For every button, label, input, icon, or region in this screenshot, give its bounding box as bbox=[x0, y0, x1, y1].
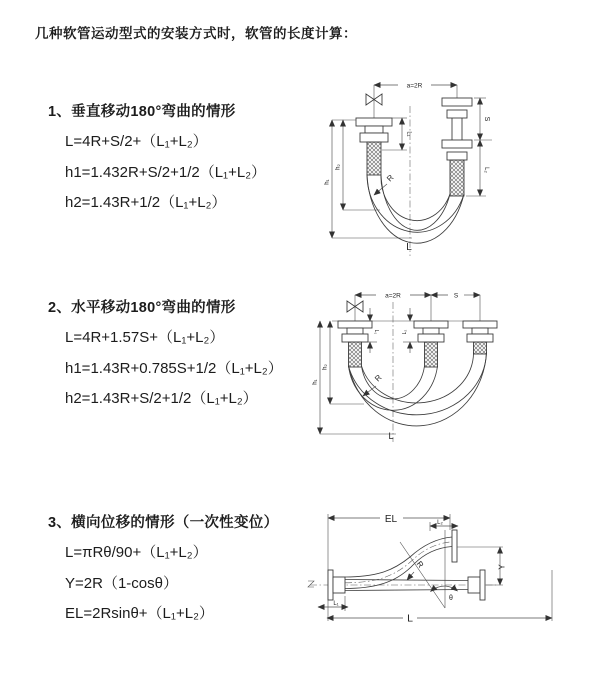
diagram-vertical-180-bend bbox=[312, 72, 597, 264]
middle-flange-fitting bbox=[414, 321, 448, 367]
section-3-formulas bbox=[65, 538, 318, 630]
dim-label-l: L bbox=[407, 612, 413, 625]
formula-line: EL=2Rsinθ+（L₁+L₂） bbox=[65, 605, 214, 622]
dim-label-h1: h₁ bbox=[312, 379, 319, 385]
formula-line: Y=2R（1-cosθ） bbox=[65, 574, 178, 592]
diagram-horizontal-180-bend bbox=[306, 282, 598, 450]
diagram-1-drawing bbox=[312, 72, 597, 264]
angle-label: θ bbox=[449, 595, 453, 602]
dimension-a2r bbox=[355, 293, 431, 300]
braided-hose-section bbox=[367, 142, 381, 175]
dim-label-a2r: a=2R bbox=[385, 292, 401, 300]
right-flange-fitting bbox=[468, 570, 485, 600]
dimension-l bbox=[327, 570, 552, 625]
dim-label-l1: L₁ bbox=[373, 329, 379, 335]
section-1-formulas bbox=[65, 127, 318, 219]
section-2 bbox=[48, 296, 318, 415]
length-label: L bbox=[388, 431, 394, 441]
formula-line: h1=1.432R+S/2+1/2（L₁+L₂） bbox=[65, 163, 267, 181]
dimension-a2r bbox=[374, 83, 457, 90]
dim-label-l2: L₂ bbox=[437, 520, 443, 526]
section-1 bbox=[48, 100, 318, 219]
dim-label-s: S bbox=[483, 116, 490, 122]
left-flange-fitting bbox=[328, 570, 345, 600]
dim-label-el: EL bbox=[384, 513, 398, 525]
dim-label-a2r: a=2R bbox=[406, 82, 423, 90]
dim-label-h1: h₁ bbox=[324, 179, 331, 185]
braided-hose-section bbox=[450, 160, 464, 196]
dim-label-s: S bbox=[453, 292, 459, 300]
section-2-formulas bbox=[65, 323, 318, 415]
diagram-2-drawing bbox=[306, 282, 598, 450]
dim-label-l2: L₂ bbox=[402, 329, 408, 335]
diagram-3-drawing bbox=[300, 500, 600, 635]
page-title: 几种软管运动型式的安装方式时，软管的长度计算： bbox=[35, 26, 357, 41]
break-mark bbox=[308, 581, 314, 587]
dimension-l2 bbox=[430, 520, 458, 531]
dim-label-l2: L₂ bbox=[483, 167, 489, 173]
section-2-heading: 2、水平移动180°弯曲的情形 bbox=[48, 300, 236, 316]
angle-callout bbox=[431, 586, 458, 602]
dimension-s bbox=[431, 293, 480, 300]
radius-callout bbox=[374, 173, 396, 195]
dimension-s bbox=[474, 98, 492, 140]
dim-label-y: Y bbox=[497, 564, 507, 570]
right-flange-fitting bbox=[442, 85, 472, 196]
dimension-l1 bbox=[363, 308, 379, 353]
section-1-heading: 1、垂直移动180°弯曲的情形 bbox=[48, 104, 236, 120]
upper-flange bbox=[452, 530, 457, 562]
u-hose-curves bbox=[367, 174, 464, 243]
formula-line: h2=1.43R+1/2（L₁+L₂） bbox=[65, 194, 227, 211]
formula-line: L=πRθ/90+（L₁+L₂） bbox=[65, 544, 208, 561]
right-flange-fitting bbox=[463, 321, 497, 354]
left-flange-fitting bbox=[356, 118, 392, 175]
radius-label: R bbox=[373, 373, 384, 384]
radius-label: R bbox=[385, 173, 396, 184]
section-3 bbox=[48, 511, 318, 630]
dimension-el bbox=[328, 514, 450, 530]
section-3-heading: 3、横向位移的情形（一次性变位） bbox=[48, 515, 279, 531]
dim-label-l1: L₁ bbox=[405, 131, 412, 137]
diagram-lateral-displacement bbox=[300, 500, 600, 635]
length-label: L bbox=[406, 242, 412, 253]
dim-label-l1: L₁ bbox=[333, 601, 339, 607]
left-flange-fitting bbox=[338, 321, 372, 367]
u-hose-curves bbox=[349, 352, 487, 426]
formula-line: h2=1.43R+S/2+1/2（L₁+L₂） bbox=[65, 390, 258, 407]
radius-label: R bbox=[414, 559, 426, 570]
valve-icon bbox=[366, 85, 382, 118]
dim-label-h2: h₂ bbox=[335, 164, 342, 170]
formula-line: L=4R+S/2+（L₁+L₂） bbox=[65, 133, 208, 150]
dim-label-h2: h₂ bbox=[322, 364, 329, 370]
formula-line: h1=1.43R+0.785S+1/2（L₁+L₂） bbox=[65, 359, 283, 377]
formula-line: L=4R+1.57S+（L₁+L₂） bbox=[65, 329, 225, 346]
dimension-l2 bbox=[402, 308, 417, 353]
s-curve-hose bbox=[345, 537, 452, 589]
